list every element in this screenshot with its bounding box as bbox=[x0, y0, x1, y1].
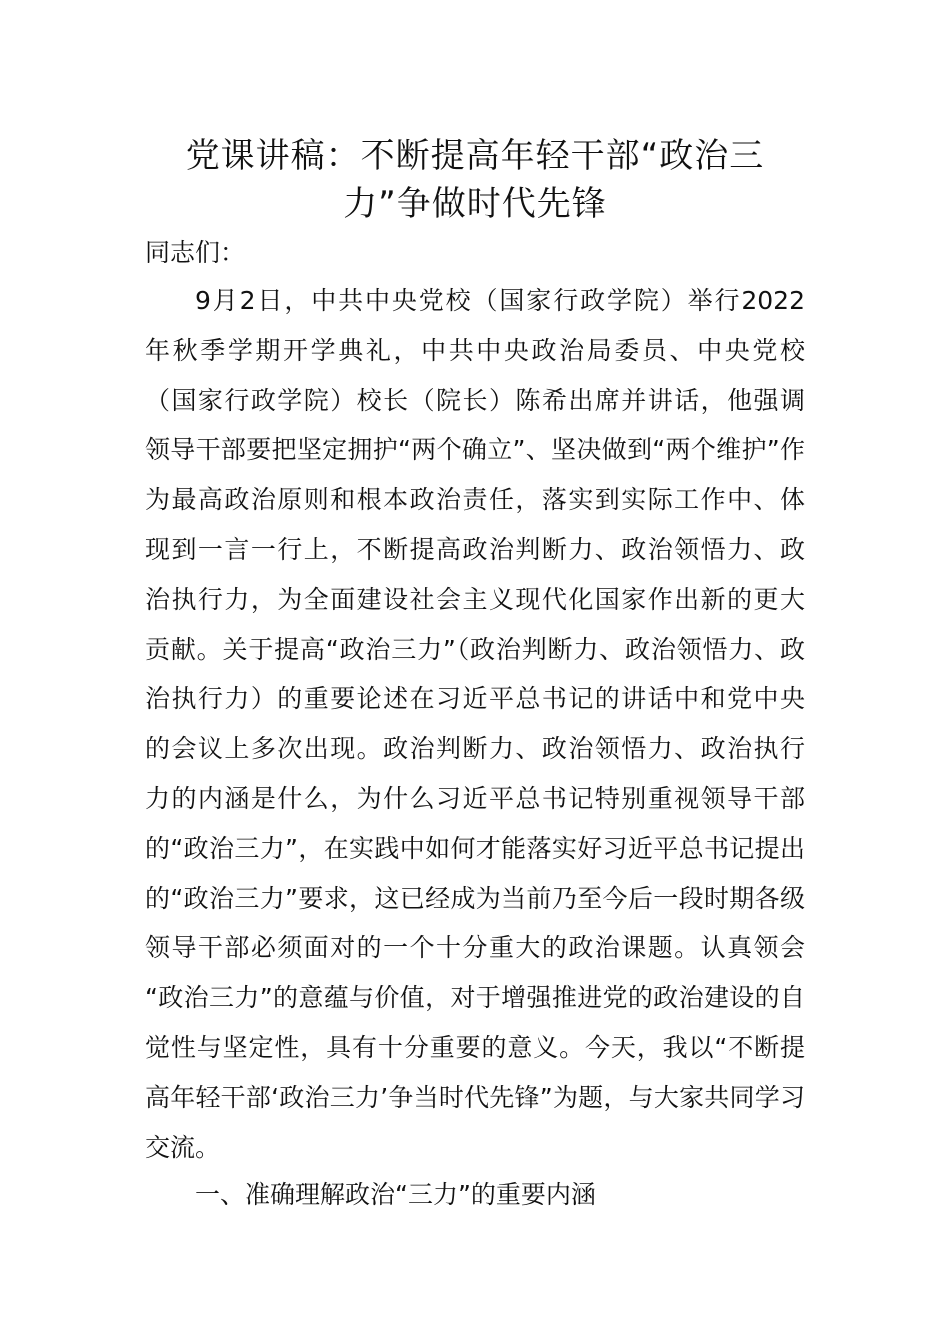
paragraph-line: 力的内涵是什么，为什么习近平总书记特别重视领导干部 bbox=[145, 783, 805, 813]
paragraph-line: 贡献。关于提高“政治三力”（政治判断力、政治领悟力、政 bbox=[145, 634, 805, 664]
body-paragraph bbox=[145, 276, 805, 1172]
paragraph-line: 领导干部必须面对的一个十分重大的政治课题。认真领会 bbox=[145, 933, 805, 963]
document-title bbox=[145, 132, 805, 228]
paragraph-line: 9月2日，中共中央党校（国家行政学院）举行2022 bbox=[195, 286, 805, 315]
paragraph-line: 年秋季学期开学典礼，中共中央政治局委员、中央党校 bbox=[145, 335, 805, 365]
paragraph-line: 的会议上多次出现。政治判断力、政治领悟力、政治执行 bbox=[145, 734, 805, 764]
title-line-2: 力”争做时代先锋 bbox=[343, 184, 607, 224]
paragraph-line: 领导干部要把坚定拥护“两个确立”、坚决做到“两个维护”作 bbox=[145, 435, 805, 465]
paragraph-line: 为最高政治原则和根本政治责任，落实到实际工作中、体 bbox=[145, 485, 805, 515]
title-line-1: 党课讲稿：不断提高年轻干部“政治三 bbox=[185, 136, 765, 176]
paragraph-line: 治执行力，为全面建设社会主义现代化国家作出新的更大 bbox=[145, 584, 805, 614]
section-heading: 一、准确理解政治“三力”的重要内涵 bbox=[195, 1180, 596, 1209]
paragraph-line: （国家行政学院）校长（院长）陈希出席并讲话，他强调 bbox=[145, 385, 805, 415]
paragraph-line: 高年轻干部‘政治三力’争当时代先锋”为题，与大家共同学习 bbox=[145, 1082, 805, 1112]
paragraph-line: 治执行力）的重要论述在习近平总书记的讲话中和党中央 bbox=[145, 684, 805, 714]
paragraph-line: 的“政治三力”，在实践中如何才能落实好习近平总书记提出 bbox=[145, 833, 805, 863]
paragraph-line: “政治三力”的意蕴与价值，对于增强推进党的政治建设的自 bbox=[145, 983, 805, 1013]
paragraph-line: 觉性与坚定性，具有十分重要的意义。今天，我以“不断提 bbox=[145, 1032, 805, 1062]
paragraph-line: 交流。 bbox=[145, 1132, 221, 1162]
paragraph-line: 的“政治三力”要求，这已经成为当前乃至今后一段时期各级 bbox=[145, 883, 805, 913]
paragraph-line: 现到一言一行上，不断提高政治判断力、政治领悟力、政 bbox=[145, 534, 805, 564]
salutation: 同志们： bbox=[145, 238, 246, 267]
